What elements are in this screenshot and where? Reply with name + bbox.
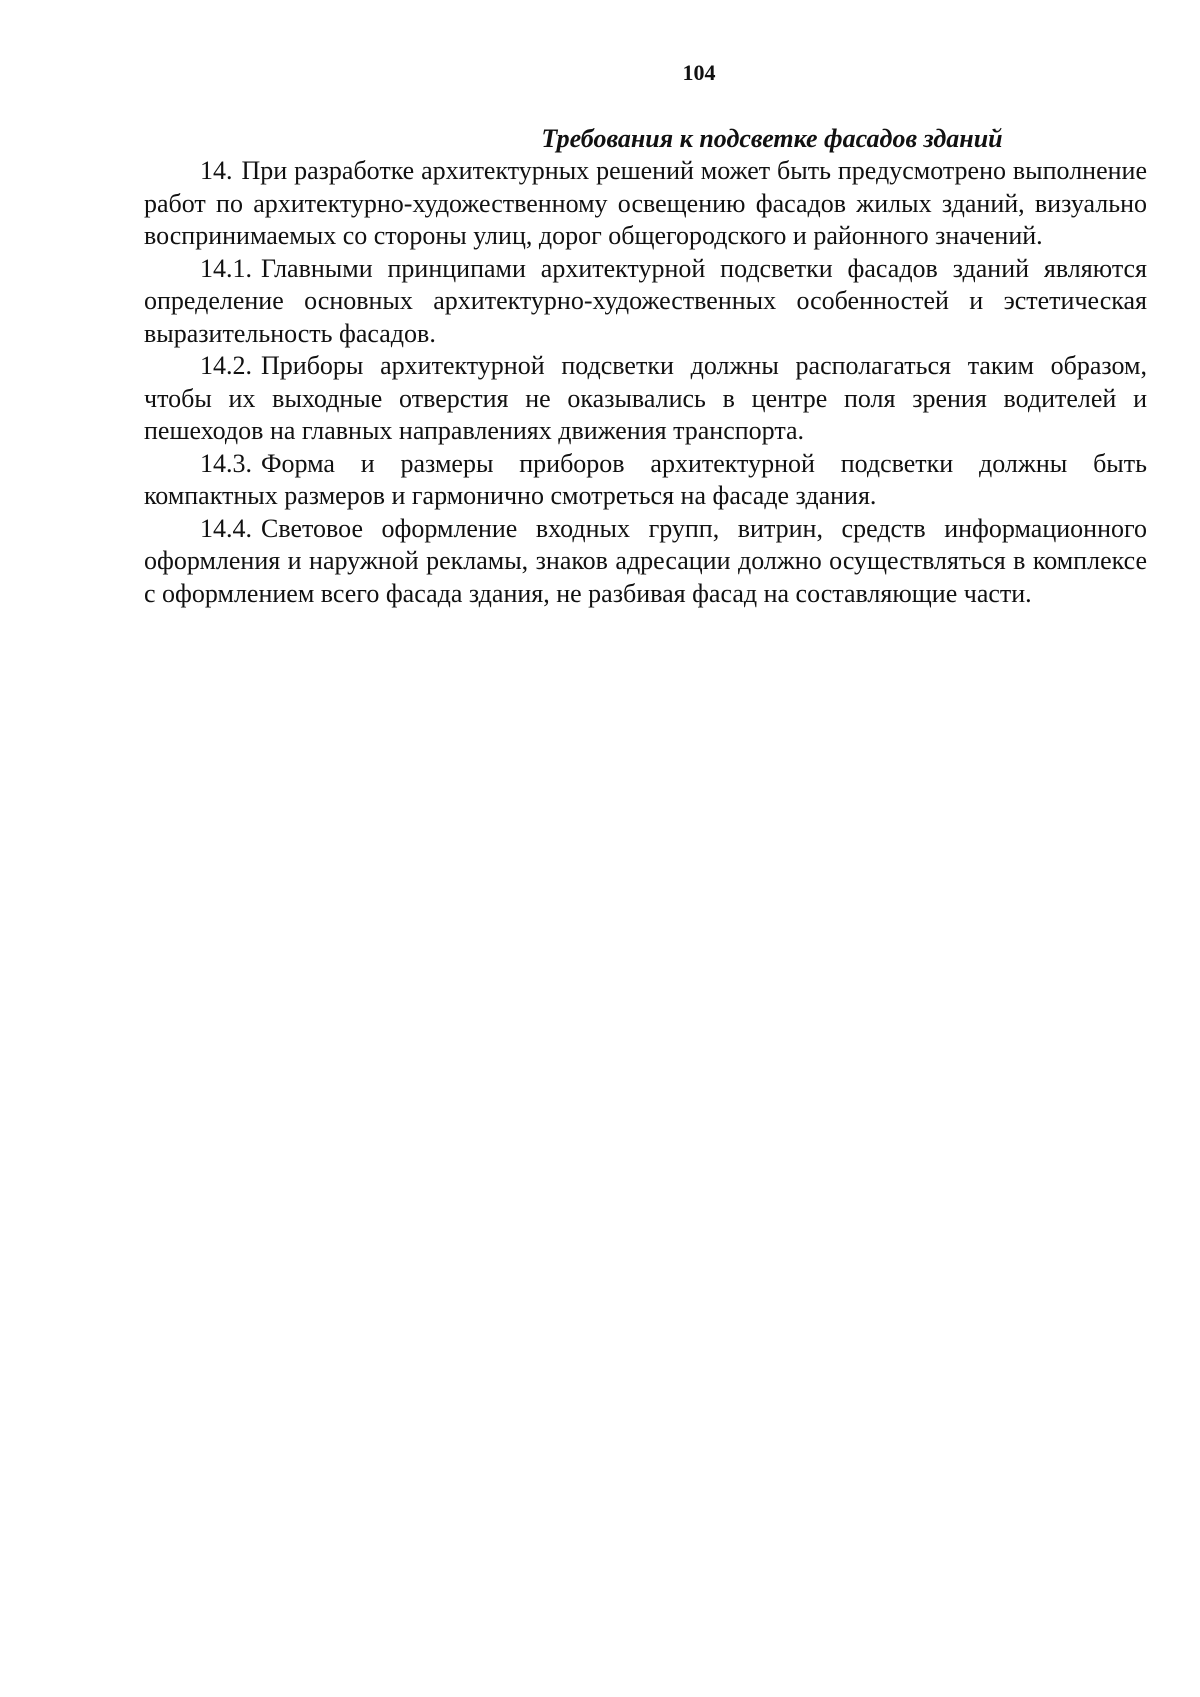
paragraph-14	[144, 155, 1147, 253]
paragraph-14-2	[144, 350, 1147, 448]
paragraph-text: Приборы архитектурной подсветки должны располагаться таким образом, чтобы их выходные отверстия не оказывались в центре поля зрения водителей и пешеходов на главных направлениях движения транспорта.	[144, 351, 1147, 445]
paragraph-text: Световое оформление входных групп, витрин, средств информационного оформления и наружной рекламы, знаков адресации должно осуществляться в комплексе с оформлением всего фасада здания, не разбивая фасад на составляющие части.	[144, 513, 1147, 608]
paragraph-number: 14.1.	[200, 253, 252, 283]
paragraph-text: При разработке архитектурных решений может быть предусмотрено выполнение работ по архитектурно-художественному освещению фасадов жилых зданий, визуально воспринимаемых со стороны улиц, дорог общегородского и районного значений.	[144, 156, 1147, 250]
paragraph-14-3	[144, 448, 1147, 513]
paragraph-number: 14.3.	[200, 448, 252, 478]
paragraph-number: 14.4.	[200, 513, 252, 543]
section-title: Требования к подсветке фасадов зданий	[541, 124, 1003, 153]
paragraph-number: 14.	[200, 156, 233, 185]
paragraph-14-1	[144, 253, 1147, 351]
page-number: 104	[682, 60, 716, 85]
paragraph-number: 14.2.	[200, 351, 252, 380]
paragraph-14-4	[144, 513, 1147, 611]
document-body	[144, 124, 1147, 610]
paragraph-text: Форма и размеры приборов архитектурной подсветки должны быть компактных размеров и гармонично смотреться на фасаде здания.	[144, 448, 1147, 510]
paragraph-text: Главными принципами архитектурной подсветки фасадов зданий являются определение основных архитектурно-художественных особенностей и эстетическая выразительность фасадов.	[144, 253, 1147, 348]
